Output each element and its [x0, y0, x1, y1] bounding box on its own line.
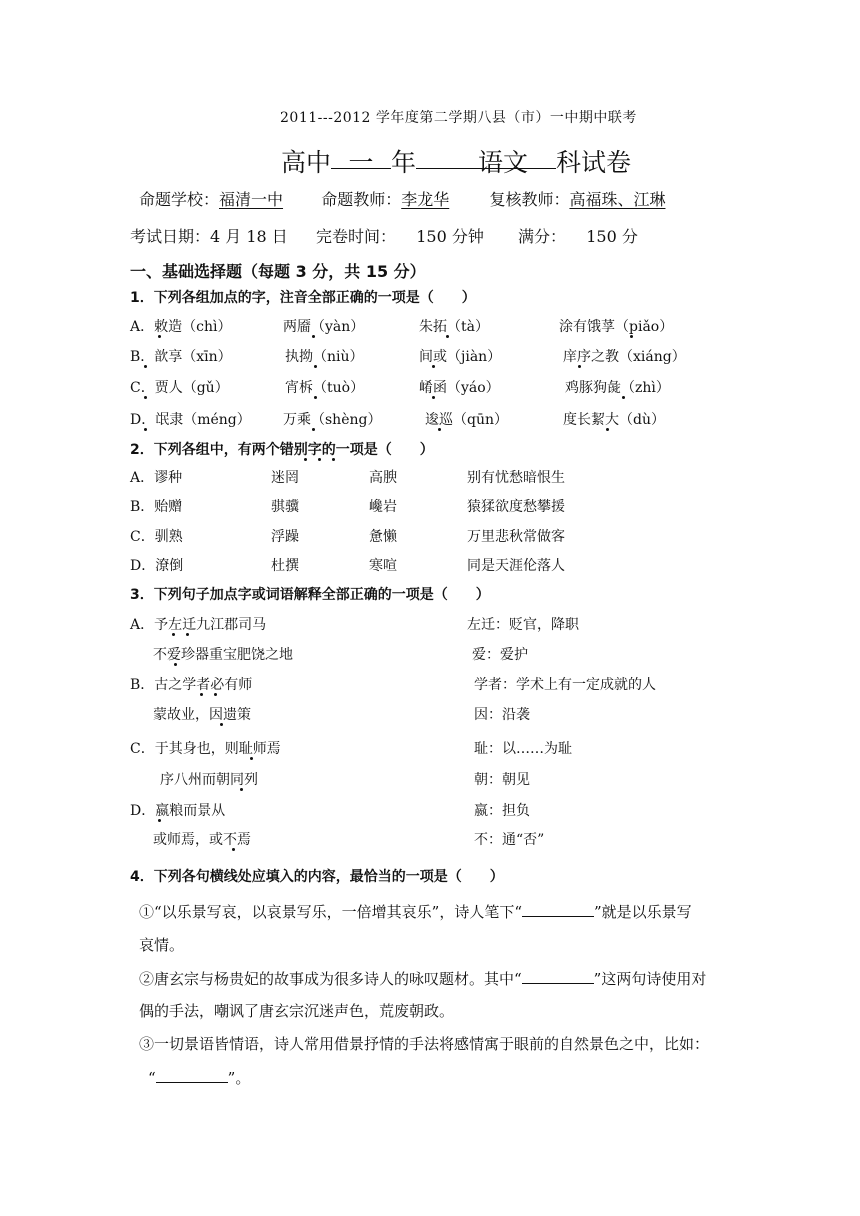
q2-row-a-col1: A．谬种 — [130, 470, 183, 486]
q4-item-3-line-1: ③一切景语皆情语，诗人常用借景抒情的手法将感情寓于眼前的自然景色之中，比如： — [139, 1035, 710, 1053]
q2-row-b-col1: B．贻赠 — [130, 499, 183, 515]
q4-item-1-text-a: ①“以乐景写哀，以哀景写乐，一倍增其哀乐”，诗人笔下“ — [139, 903, 523, 921]
emphasis-dot — [432, 396, 435, 399]
q3-a-sentence-1: A．予左迁九江郡司马 — [130, 617, 267, 633]
exam-title — [281, 143, 631, 179]
q1-row-b-col2: 执拗（niù） — [285, 349, 364, 365]
emphasis-dot — [318, 458, 321, 461]
emphasis-dot — [312, 335, 315, 338]
q1-row-a-col1: A．敕造（chì） — [130, 319, 232, 335]
q4-item-3-close-quote: ”。 — [227, 1069, 251, 1087]
emphasis-dot — [200, 693, 203, 696]
emphasis-dot — [186, 633, 189, 636]
teacher-label: 命题教师： — [321, 190, 402, 209]
reviewer-label: 复核教师： — [489, 190, 570, 209]
subject-blank — [416, 143, 556, 177]
emphasis-dot — [438, 428, 441, 431]
teacher-value: 李龙华 — [401, 190, 450, 209]
q2-row-c-col1: C．驯熟 — [130, 529, 183, 545]
q3-b-gloss-2: 因：沿袭 — [474, 707, 530, 723]
exam-date: 考试日期：4 月 18 日 — [130, 227, 288, 246]
emphasis-dot — [314, 365, 317, 368]
q4-item-2-text-a: ②唐玄宗与杨贵妃的故事成为很多诗人的咏叹题材。其中“ — [139, 970, 522, 988]
emphasis-dot — [220, 723, 223, 726]
time-value: 150 分钟 — [416, 227, 484, 246]
q3-b-sentence-2: 蒙故业，因遗策 — [153, 707, 251, 723]
question-1-stem: 1．下列各组加点的字，注音全部正确的一项是（ ） — [130, 290, 476, 306]
q1-row-c-col1: C．贾人（gǔ） — [130, 380, 229, 396]
grade-value: 一 — [348, 148, 374, 177]
q1-row-a-col4: 涂有饿莩（piǎo） — [559, 319, 674, 335]
emphasis-dot — [578, 365, 581, 368]
q4-item-1-line-1 — [139, 901, 692, 922]
emphasis-dot — [174, 663, 177, 666]
q1-row-c-col4: 鸡豚狗彘（zhì） — [565, 380, 670, 396]
exam-info-row — [130, 224, 638, 247]
emphasis-dot — [606, 428, 609, 431]
q3-b-sentence-1: B．古之学者必有师 — [130, 677, 253, 693]
q2-row-c-col2: 浮躁 — [271, 529, 299, 545]
emphasis-dot — [240, 788, 243, 791]
question-2-stem: 2．下列各组中，有两个错别字的一项是（ ） — [130, 442, 434, 458]
school-value: 福清一中 — [219, 190, 284, 209]
q4-item-3-blank[interactable] — [156, 1067, 228, 1083]
q2-row-d-col1: D．潦倒 — [130, 558, 184, 574]
emphasis-dot — [622, 396, 625, 399]
q4-item-2-line-1 — [139, 968, 706, 989]
q4-item-3-line-2 — [148, 1067, 250, 1088]
emphasis-dot — [432, 365, 435, 368]
emphasis-dot — [312, 428, 315, 431]
q3-d-sentence-2: 或师焉，或不焉 — [153, 832, 251, 848]
q2-row-d-col4: 同是天涯伦落人 — [467, 558, 565, 574]
exam-series-line: 2011---2012 学年度第二学期八县（市）一中期中联考 — [280, 110, 637, 126]
q2-row-b-col4: 猿猱欲度愁攀援 — [467, 499, 565, 515]
q2-row-c-col4: 万里悲秋常做客 — [467, 529, 565, 545]
meta-row — [139, 187, 665, 210]
q4-item-2-blank[interactable] — [522, 968, 594, 984]
title-suffix: 科试卷 — [556, 148, 632, 177]
emphasis-dot — [630, 335, 633, 338]
q2-row-d-col2: 杜撰 — [271, 558, 299, 574]
q2-row-b-col2: 骐骥 — [271, 499, 299, 515]
q3-d-sentence-1: D．嬴粮而景从 — [130, 803, 226, 819]
q4-item-1-line-2: 哀情。 — [139, 936, 185, 954]
section-title: 一、基础选择题（每题 3 分，共 15 分） — [130, 262, 426, 281]
q3-c-gloss-1: 耻：以……为耻 — [474, 741, 572, 757]
emphasis-dot — [314, 396, 317, 399]
emphasis-dot — [214, 693, 217, 696]
emphasis-dot — [144, 396, 147, 399]
q2-row-a-col4: 别有忧愁暗恨生 — [467, 470, 565, 486]
q4-item-3-open-quote: “ — [148, 1069, 156, 1087]
q2-row-a-col2: 迷罔 — [271, 470, 299, 486]
q1-row-d-col3: 逡巡（qūn） — [425, 412, 508, 428]
q4-item-2-line-2: 偶的手法，嘲讽了唐玄宗沉迷声色，荒废朝政。 — [139, 1002, 455, 1020]
q2-row-c-col3: 惫懒 — [369, 529, 397, 545]
q1-row-a-col2: 两靥（yàn） — [283, 319, 365, 335]
q3-a-sentence-2: 不爱珍器重宝肥饶之地 — [153, 647, 293, 663]
title-prefix: 高中 — [281, 148, 332, 177]
q3-d-gloss-2: 不：通“否” — [474, 832, 545, 848]
grade-blank — [331, 143, 391, 177]
q2-row-d-col3: 寒喧 — [369, 558, 397, 574]
q1-row-d-col4: 度长絜大（dù） — [563, 412, 665, 428]
q3-c-sentence-1: C．于其身也，则耻师焉 — [130, 741, 281, 757]
q1-row-d-col2: 万乘（shèng） — [283, 412, 382, 428]
q3-c-gloss-2: 朝：朝见 — [474, 772, 530, 788]
question-4-stem: 4．下列各句横线处应填入的内容，最恰当的一项是（ ） — [130, 869, 504, 885]
emphasis-dot — [144, 365, 147, 368]
q1-row-b-col3: 间或（jiàn） — [419, 349, 502, 365]
q1-row-b-col1: B．歆享（xīn） — [130, 349, 232, 365]
q4-item-1-blank[interactable] — [522, 901, 594, 917]
emphasis-dot — [158, 335, 161, 338]
question-3-stem: 3．下列句子加点字或词语解释全部正确的一项是（ ） — [130, 587, 490, 603]
emphasis-dot — [250, 757, 253, 760]
emphasis-dot — [144, 428, 147, 431]
q2-row-a-col3: 高腴 — [369, 470, 397, 486]
school-label: 命题学校： — [139, 190, 220, 209]
emphasis-dot — [304, 458, 307, 461]
q1-row-b-col4: 庠序之教（xiáng） — [563, 349, 686, 365]
subject-value: 语文 — [478, 148, 529, 177]
q3-b-gloss-1: 学者：学术上有一定成就的人 — [474, 677, 656, 693]
score-label: 满分： — [518, 227, 567, 246]
score-value: 150 分 — [586, 227, 638, 246]
q1-row-d-col1: D．氓隶（méng） — [130, 412, 251, 428]
emphasis-dot — [232, 848, 235, 851]
time-label: 完卷时间： — [316, 227, 397, 246]
q1-row-a-col3: 朱拓（tà） — [419, 319, 489, 335]
q4-item-2-text-b: ”这两句诗使用对 — [593, 970, 707, 988]
q3-a-gloss-1: 左迁：贬官，降职 — [467, 617, 579, 633]
q1-row-c-col2: 宵柝（tuò） — [285, 380, 365, 396]
emphasis-dot — [446, 335, 449, 338]
title-mid: 年 — [391, 148, 417, 177]
q4-item-1-text-b: ”就是以乐景写 — [594, 903, 692, 921]
q3-a-gloss-2: 爱：爱护 — [472, 647, 528, 663]
q3-d-gloss-1: 嬴：担负 — [474, 803, 530, 819]
q2-row-b-col3: 巉岩 — [369, 499, 397, 515]
q3-c-sentence-2: 序八州而朝同列 — [160, 772, 258, 788]
emphasis-dot — [158, 819, 161, 822]
q1-row-c-col3: 崤函（yáo） — [419, 380, 500, 396]
reviewer-value: 高福珠、江琳 — [569, 190, 666, 209]
emphasis-dot — [172, 633, 175, 636]
emphasis-dot — [332, 458, 335, 461]
